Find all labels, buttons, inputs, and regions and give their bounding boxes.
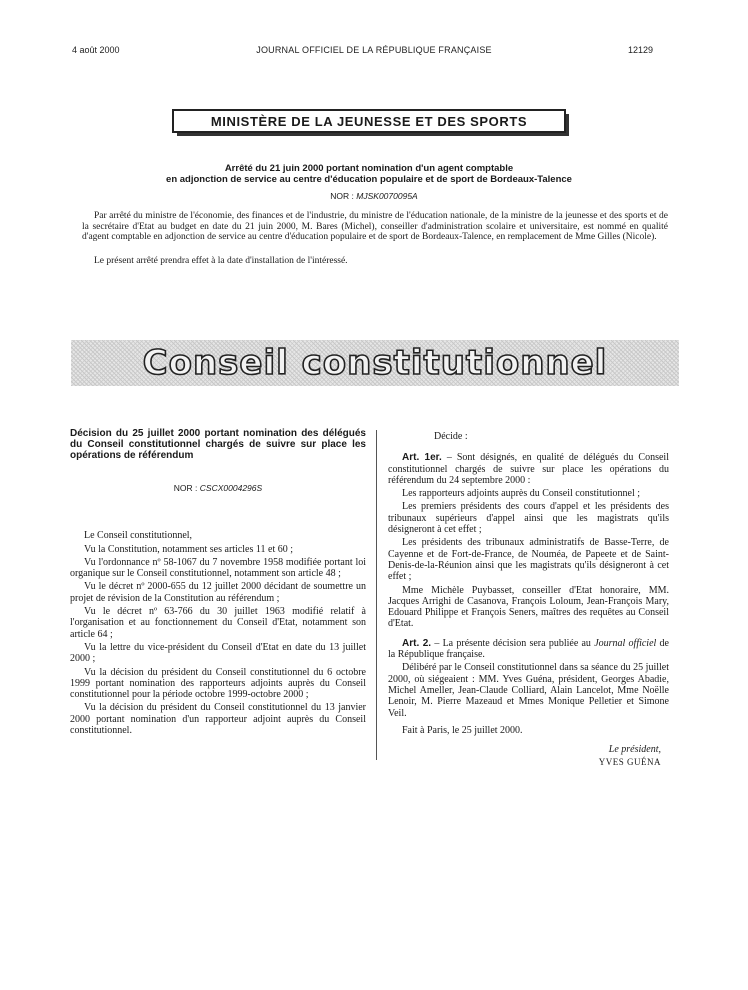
deliberation: Délibéré par le Conseil constitutionnel dans sa séance du 25 juillet 2000, où siégeaient : MM. Yves Guéna, président, Georges Abadie, Michel Ameller, Jean-Claude Colliard, Alain Lancelot, Mme Noëlle Lenoir, M. Pierre Mazeaud et Mmes Monique Pelletier et Simone Veil. [388, 662, 669, 719]
article-1-text: – Sont désignés, en qualité de délégués du Conseil constitutionnel chargés de suivre sur place les opérations du référendum du 24 septembre 2000 : [388, 452, 669, 486]
arrete-effect-text: Le présent arrêté prendra effet à la date d'installation de l'intéressé. [94, 256, 348, 266]
decision-left-column [70, 428, 366, 738]
header-date: 4 août 2000 [72, 45, 120, 55]
arrete-title-line-1: Arrêté du 21 juin 2000 portant nomination d'un agent comptable [224, 163, 514, 174]
article-2-label: Art. 2. [402, 637, 432, 649]
article-1-item: Les présidents des tribunaux administratifs de Basse-Terre, de Cayenne et de Fort-de-France, de Nouméa, de Papeete et de Saint-Denis-de-la-Réunion ainsi que les magistrats qu'ils désigneront à cet effet ; [388, 537, 669, 583]
signature-name: YVES GUÉNA [598, 757, 661, 768]
article-1-item: Les rapporteurs adjoints auprès du Conseil constitutionnel ; [402, 488, 641, 500]
decision-nor [70, 483, 366, 494]
decide-heading: Décide : [434, 431, 468, 442]
decision-nor-label: NOR : [173, 483, 198, 493]
journal-title: JOURNAL OFFICIEL DE LA RÉPUBLIQUE FRANÇAISE [256, 45, 492, 55]
arrete-nor-label: NOR : [330, 191, 354, 201]
article-1-label: Art. 1er. [402, 452, 442, 464]
visa-paragraph: Vu la lettre du vice-président du Conseil d'Etat en date du 13 juillet 2000 ; [70, 641, 366, 665]
section-banner [71, 340, 679, 386]
visa-paragraph: Vu le décret nº 2000-655 du 12 juillet 2000 décidant de soumettre un projet de révision de la Constitution au référendum ; [70, 581, 366, 604]
ministry-box [172, 109, 566, 133]
decision-nor-code: CSCX0004296S [199, 483, 263, 493]
signature [388, 744, 669, 768]
decision-title: Décision du 25 juillet 2000 portant nomination des délégués du Conseil constitutionnel chargés de suivre sur place les opérations de référendum [70, 428, 366, 461]
visa-paragraph: Vu la décision du président du Conseil constitutionnel du 6 octobre 1999 portant nomination des rapporteurs adjoints auprès du Conseil constitutionnel pour la période octobre 1999-octobre 2000 ; [70, 666, 366, 701]
visa-paragraph: Vu la Constitution, notamment ses articles 11 et 60 ; [84, 543, 293, 555]
fait-a-paris: Fait à Paris, le 25 juillet 2000. [402, 724, 523, 736]
article-2 [388, 638, 669, 661]
article-2-text-before: – La présente décision sera publiée au [431, 637, 595, 649]
arrete-body [82, 211, 668, 243]
article-2-text-after: de la République française. [388, 637, 669, 661]
page-number: 12129 [627, 45, 653, 55]
arrete-body-text: Par arrêté du ministre de l'économie, des finances et de l'industrie, du ministre de l'éducation nationale, de la ministre de la jeunesse et des sports et de la secrétaire d'Etat au budget en date du 21 juin 2000, M. Bares (Michel), conseiller d'administration scolaire et universitaire, est nommé en qualité d'agent comptable en adjonction de service au centre d'éducation populaire et de sport de Bordeaux-Talence, en remplacement de Mme Gilles (Nicole). [82, 211, 668, 242]
article-2-journal: Journal officiel [594, 637, 657, 649]
section-banner-title: Conseil constitutionnel [142, 343, 608, 383]
article-1-item: Mme Michèle Puybasset, conseiller d'Etat honoraire, MM. Jacques Arrighi de Casanova, François Loloum, Jean-François Mary, Edouard Philippe et François Seners, maîtres des requêtes au Conseil d'Etat. [388, 584, 669, 630]
visa-paragraph: Vu la décision du président du Conseil constitutionnel du 13 janvier 2000 portant nomination d'un rapporteur adjoint auprès du Conseil constitutionnel. [70, 702, 366, 737]
decision-right-column [388, 431, 669, 768]
visa-paragraph: Vu le décret nº 63-766 du 30 juillet 1963 modifié relatif à l'organisation et au fonctionnement du Conseil d'Etat, notamment son article 64 ; [70, 606, 366, 640]
signature-title: Le président, [608, 744, 661, 756]
column-divider [376, 430, 377, 760]
arrete-nor-code: MJSK0070095A [356, 191, 418, 201]
arrete-effect [82, 256, 668, 267]
arrete-title [100, 163, 638, 185]
article-1 [388, 452, 669, 486]
arrete-nor [0, 191, 748, 201]
arrete-title-line-2: en adjonction de service au centre d'éducation populaire et de sport de Bordeaux-Talence [166, 174, 572, 185]
article-1-item: Les premiers présidents des cours d'appel et les présidents des tribunaux supérieurs d'appel ainsi que les magistrats qu'ils désigneront à cet effet ; [388, 501, 669, 536]
ministry-title: MINISTÈRE DE LA JEUNESSE ET DES SPORTS [210, 113, 528, 129]
visa-paragraph: Le Conseil constitutionnel, [84, 530, 193, 542]
visa-paragraph: Vu l'ordonnance nº 58-1067 du 7 novembre 1958 modifiée portant loi organique sur le Conseil constitutionnel, notamment son article 48 ; [70, 556, 366, 580]
